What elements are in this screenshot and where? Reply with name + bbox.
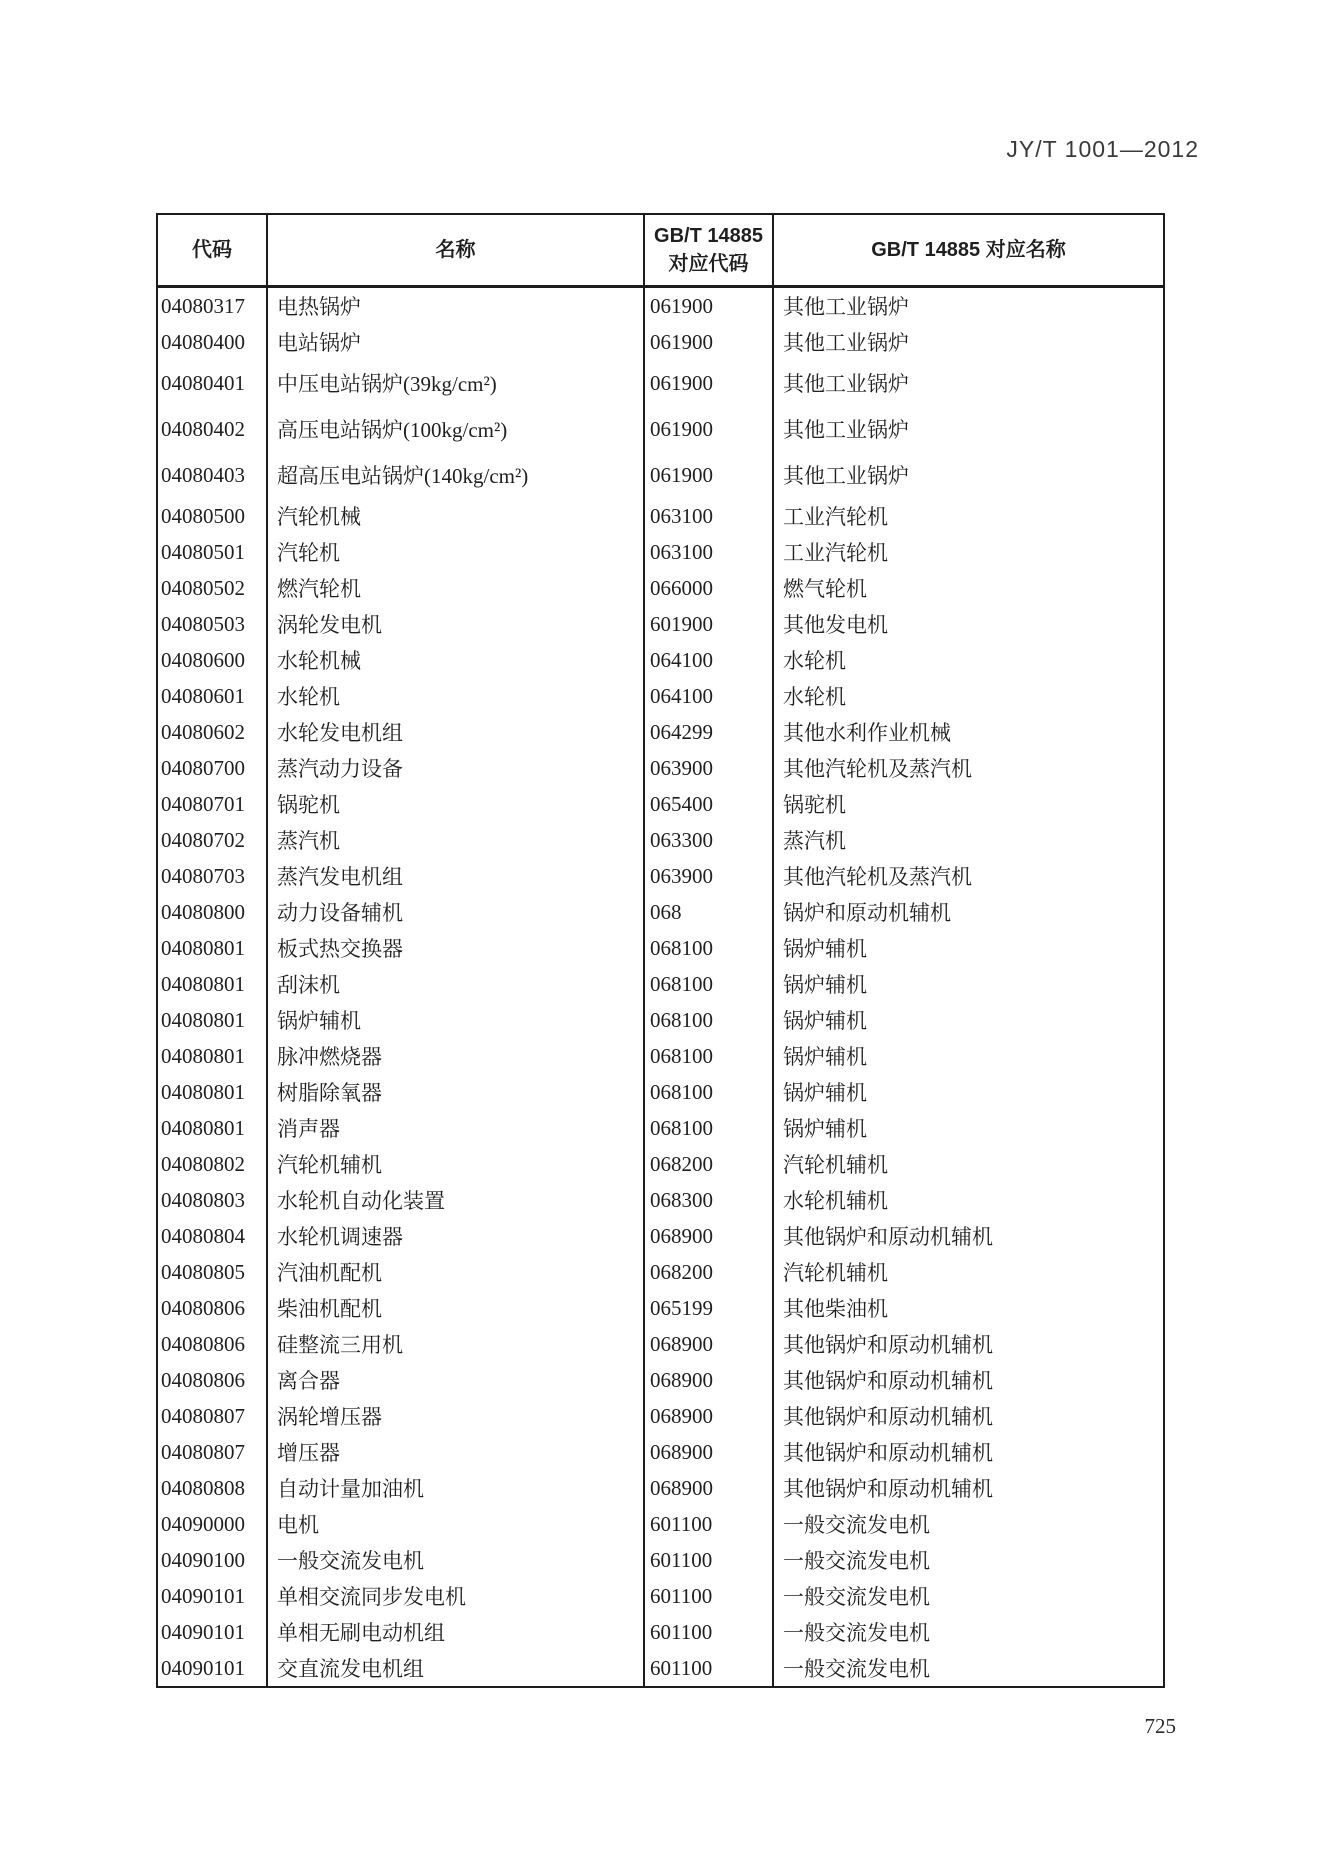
cell-gb-code: 061900 xyxy=(645,452,774,498)
table-row xyxy=(158,894,1163,930)
cell-code: 04080801 xyxy=(158,1038,268,1074)
cell-gb-name: 锅驼机 xyxy=(783,793,846,817)
cell-code: 04080801 xyxy=(158,966,268,1002)
cell-code: 04080806 xyxy=(158,1326,268,1362)
table-row xyxy=(158,406,1163,452)
cell-gb-name: 其他锅炉和原动机辅机 xyxy=(783,1225,993,1249)
cell-name: 动力设备辅机 xyxy=(268,894,645,930)
cell-code: 04090101 xyxy=(158,1650,268,1686)
cell-gb-code: 061900 xyxy=(645,360,774,406)
cell-name: 水轮机 xyxy=(268,678,645,714)
cell-gb-code: 068200 xyxy=(645,1146,774,1182)
header-gb-code-line1: GB/T 14885 xyxy=(654,225,763,247)
cell-gb-name: 锅炉和原动机辅机 xyxy=(783,901,951,925)
cell-gb-code: 601100 xyxy=(645,1614,774,1650)
cell-name: 刮沫机 xyxy=(268,966,645,1002)
cell-gb-name: 汽轮机辅机 xyxy=(783,1261,888,1285)
cell-code: 04090101 xyxy=(158,1578,268,1614)
cell-gb-code: 068100 xyxy=(645,1110,774,1146)
cell-name: 汽轮机械 xyxy=(268,498,645,534)
table-row xyxy=(158,1506,1163,1542)
header-gb-code xyxy=(645,215,774,285)
cell-gb-name: 其他汽轮机及蒸汽机 xyxy=(783,865,972,889)
cell-gb-name: 其他工业锅炉 xyxy=(783,464,909,488)
cell-gb-code: 065400 xyxy=(645,786,774,822)
table-row xyxy=(158,966,1163,1002)
cell-gb-code: 601100 xyxy=(645,1506,774,1542)
cell-name: 蒸汽机 xyxy=(268,822,645,858)
cell-gb-name: 其他锅炉和原动机辅机 xyxy=(783,1333,993,1357)
table-row xyxy=(158,1362,1163,1398)
doc-number: JY/T 1001—2012 xyxy=(1006,136,1199,162)
cell-code: 04080803 xyxy=(158,1182,268,1218)
cell-name: 树脂除氧器 xyxy=(268,1074,645,1110)
cell-gb-name: 其他水利作业机械 xyxy=(783,721,951,745)
table-row xyxy=(158,1614,1163,1650)
cell-gb-code: 068900 xyxy=(645,1398,774,1434)
cell-gb-name: 锅炉辅机 xyxy=(783,1009,867,1033)
cell-gb-code: 068100 xyxy=(645,1074,774,1110)
cell-code: 04080403 xyxy=(158,452,268,498)
cell-code: 04080703 xyxy=(158,858,268,894)
cell-gb-code: 068900 xyxy=(645,1362,774,1398)
cell-gb-name: 汽轮机辅机 xyxy=(783,1153,888,1177)
cell-gb-code: 063100 xyxy=(645,498,774,534)
table-row xyxy=(158,1542,1163,1578)
table-row xyxy=(158,606,1163,642)
cell-code: 04080807 xyxy=(158,1398,268,1434)
header-name xyxy=(268,215,645,285)
cell-gb-name: 蒸汽机 xyxy=(783,829,846,853)
cell-gb-name: 锅炉辅机 xyxy=(783,1117,867,1141)
cell-name: 蒸汽动力设备 xyxy=(268,750,645,786)
cell-gb-name: 一般交流发电机 xyxy=(783,1585,930,1609)
cell-gb-name: 锅炉辅机 xyxy=(783,937,867,961)
cell-code: 04080806 xyxy=(158,1290,268,1326)
cell-gb-code: 064100 xyxy=(645,678,774,714)
cell-name: 锅炉辅机 xyxy=(268,1002,645,1038)
cell-code: 04080701 xyxy=(158,786,268,822)
code-mapping-table xyxy=(156,213,1165,1688)
cell-name: 汽轮机 xyxy=(268,534,645,570)
cell-code: 04080808 xyxy=(158,1470,268,1506)
cell-name: 水轮机自动化装置 xyxy=(268,1182,645,1218)
cell-name: 电机 xyxy=(268,1506,645,1542)
cell-code: 04080802 xyxy=(158,1146,268,1182)
cell-name: 交直流发电机组 xyxy=(268,1650,645,1686)
cell-code: 04080800 xyxy=(158,894,268,930)
cell-name: 电热锅炉 xyxy=(268,288,645,324)
cell-gb-name: 一般交流发电机 xyxy=(783,1513,930,1537)
cell-gb-name: 其他柴油机 xyxy=(783,1297,888,1321)
cell-gb-name: 其他锅炉和原动机辅机 xyxy=(783,1477,993,1501)
cell-code: 04080500 xyxy=(158,498,268,534)
cell-name: 高压电站锅炉(100kg/cm²) xyxy=(268,406,645,452)
cell-gb-name: 其他发电机 xyxy=(783,613,888,637)
cell-name: 燃汽轮机 xyxy=(268,570,645,606)
table-header-row xyxy=(158,215,1163,288)
cell-gb-code: 061900 xyxy=(645,324,774,360)
table-row xyxy=(158,570,1163,606)
table-row xyxy=(158,750,1163,786)
table-row xyxy=(158,1110,1163,1146)
header-gb-code-line2: 对应代码 xyxy=(668,253,749,275)
cell-code: 04080801 xyxy=(158,1110,268,1146)
cell-code: 04080805 xyxy=(158,1254,268,1290)
cell-gb-code: 066000 xyxy=(645,570,774,606)
cell-code: 04090100 xyxy=(158,1542,268,1578)
cell-code: 04080401 xyxy=(158,360,268,406)
header-name-label: 名称 xyxy=(435,239,476,261)
cell-code: 04080317 xyxy=(158,288,268,324)
cell-gb-code: 601900 xyxy=(645,606,774,642)
table-row xyxy=(158,360,1163,406)
cell-name: 水轮发电机组 xyxy=(268,714,645,750)
cell-code: 04080602 xyxy=(158,714,268,750)
cell-gb-code: 061900 xyxy=(645,406,774,452)
table-row xyxy=(158,822,1163,858)
cell-code: 04080600 xyxy=(158,642,268,678)
cell-name: 汽油机配机 xyxy=(268,1254,645,1290)
cell-gb-code: 068200 xyxy=(645,1254,774,1290)
table-row xyxy=(158,1434,1163,1470)
table-row xyxy=(158,1470,1163,1506)
cell-code: 04080501 xyxy=(158,534,268,570)
cell-name: 汽轮机辅机 xyxy=(268,1146,645,1182)
cell-name: 涡轮增压器 xyxy=(268,1398,645,1434)
table-row xyxy=(158,1002,1163,1038)
table-row xyxy=(158,452,1163,498)
cell-gb-name: 锅炉辅机 xyxy=(783,973,867,997)
table-row xyxy=(158,1650,1163,1686)
cell-gb-name: 工业汽轮机 xyxy=(783,541,888,565)
cell-gb-code: 063900 xyxy=(645,858,774,894)
cell-code: 04080400 xyxy=(158,324,268,360)
cell-gb-name: 水轮机 xyxy=(783,685,846,709)
cell-gb-name: 一般交流发电机 xyxy=(783,1549,930,1573)
cell-gb-code: 068100 xyxy=(645,1002,774,1038)
cell-gb-name: 一般交流发电机 xyxy=(783,1657,930,1681)
cell-gb-name: 其他工业锅炉 xyxy=(783,372,909,396)
table-row xyxy=(158,1254,1163,1290)
cell-gb-name: 其他工业锅炉 xyxy=(783,331,909,355)
cell-gb-code: 068100 xyxy=(645,1038,774,1074)
cell-gb-name: 其他工业锅炉 xyxy=(783,295,909,319)
table-row xyxy=(158,288,1163,324)
cell-name: 中压电站锅炉(39kg/cm²) xyxy=(268,360,645,406)
cell-code: 04080702 xyxy=(158,822,268,858)
table-row xyxy=(158,1326,1163,1362)
table-row xyxy=(158,324,1163,360)
table-row xyxy=(158,858,1163,894)
header-gb-name-label: GB/T 14885 对应名称 xyxy=(871,239,1066,261)
cell-code: 04080801 xyxy=(158,1074,268,1110)
table-row xyxy=(158,642,1163,678)
cell-code: 04080700 xyxy=(158,750,268,786)
cell-name: 脉冲燃烧器 xyxy=(268,1038,645,1074)
cell-gb-name: 其他锅炉和原动机辅机 xyxy=(783,1369,993,1393)
cell-gb-code: 068100 xyxy=(645,930,774,966)
cell-gb-code: 068100 xyxy=(645,966,774,1002)
cell-name: 增压器 xyxy=(268,1434,645,1470)
table-row xyxy=(158,1578,1163,1614)
cell-code: 04090000 xyxy=(158,1506,268,1542)
cell-code: 04080804 xyxy=(158,1218,268,1254)
cell-gb-code: 068900 xyxy=(645,1434,774,1470)
cell-gb-name: 一般交流发电机 xyxy=(783,1621,930,1645)
cell-name: 涡轮发电机 xyxy=(268,606,645,642)
table-row xyxy=(158,930,1163,966)
cell-code: 04080402 xyxy=(158,406,268,452)
table-row xyxy=(158,1290,1163,1326)
table-row xyxy=(158,1218,1163,1254)
cell-gb-code: 068300 xyxy=(645,1182,774,1218)
table-row xyxy=(158,1074,1163,1110)
cell-name: 消声器 xyxy=(268,1110,645,1146)
cell-gb-code: 068900 xyxy=(645,1470,774,1506)
cell-gb-code: 601100 xyxy=(645,1578,774,1614)
cell-gb-name: 其他锅炉和原动机辅机 xyxy=(783,1405,993,1429)
cell-gb-code: 064299 xyxy=(645,714,774,750)
cell-gb-code: 068900 xyxy=(645,1326,774,1362)
cell-name: 离合器 xyxy=(268,1362,645,1398)
cell-code: 04080801 xyxy=(158,930,268,966)
cell-name: 锅驼机 xyxy=(268,786,645,822)
cell-gb-name: 其他工业锅炉 xyxy=(783,418,909,442)
table-row xyxy=(158,534,1163,570)
table-row xyxy=(158,678,1163,714)
cell-code: 04080806 xyxy=(158,1362,268,1398)
cell-gb-code: 601100 xyxy=(645,1542,774,1578)
table-row xyxy=(158,498,1163,534)
cell-code: 04080503 xyxy=(158,606,268,642)
cell-gb-code: 065199 xyxy=(645,1290,774,1326)
header-code-label: 代码 xyxy=(192,239,232,261)
cell-gb-code: 063300 xyxy=(645,822,774,858)
header-gb-name xyxy=(774,215,1163,285)
cell-gb-code: 064100 xyxy=(645,642,774,678)
table-row xyxy=(158,714,1163,750)
cell-gb-code: 068 xyxy=(645,894,774,930)
cell-code: 04080807 xyxy=(158,1434,268,1470)
cell-gb-name: 锅炉辅机 xyxy=(783,1045,867,1069)
cell-gb-code: 063900 xyxy=(645,750,774,786)
cell-name: 水轮机械 xyxy=(268,642,645,678)
table-row xyxy=(158,1146,1163,1182)
cell-code: 04090101 xyxy=(158,1614,268,1650)
page-number: 725 xyxy=(1144,1714,1176,1738)
cell-gb-name: 燃气轮机 xyxy=(783,577,867,601)
cell-name: 柴油机配机 xyxy=(268,1290,645,1326)
cell-name: 板式热交换器 xyxy=(268,930,645,966)
cell-code: 04080601 xyxy=(158,678,268,714)
table-body xyxy=(158,288,1163,1686)
cell-gb-name: 水轮机辅机 xyxy=(783,1189,888,1213)
cell-gb-name: 工业汽轮机 xyxy=(783,505,888,529)
cell-gb-code: 061900 xyxy=(645,288,774,324)
table-row xyxy=(158,1182,1163,1218)
table-row xyxy=(158,1038,1163,1074)
cell-name: 一般交流发电机 xyxy=(268,1542,645,1578)
cell-code: 04080502 xyxy=(158,570,268,606)
cell-gb-code: 063100 xyxy=(645,534,774,570)
cell-gb-name: 其他汽轮机及蒸汽机 xyxy=(783,757,972,781)
cell-code: 04080801 xyxy=(158,1002,268,1038)
cell-name: 自动计量加油机 xyxy=(268,1470,645,1506)
cell-gb-name: 锅炉辅机 xyxy=(783,1081,867,1105)
cell-gb-code: 068900 xyxy=(645,1218,774,1254)
table-row xyxy=(158,786,1163,822)
cell-gb-name: 水轮机 xyxy=(783,649,846,673)
cell-name: 单相无刷电动机组 xyxy=(268,1614,645,1650)
table-row xyxy=(158,1398,1163,1434)
cell-name: 电站锅炉 xyxy=(268,324,645,360)
cell-gb-name: 其他锅炉和原动机辅机 xyxy=(783,1441,993,1465)
cell-name: 单相交流同步发电机 xyxy=(268,1578,645,1614)
cell-name: 硅整流三用机 xyxy=(268,1326,645,1362)
cell-gb-code: 601100 xyxy=(645,1650,774,1686)
cell-name: 超高压电站锅炉(140kg/cm²) xyxy=(268,452,645,498)
header-code xyxy=(158,215,268,285)
cell-name: 水轮机调速器 xyxy=(268,1218,645,1254)
cell-name: 蒸汽发电机组 xyxy=(268,858,645,894)
